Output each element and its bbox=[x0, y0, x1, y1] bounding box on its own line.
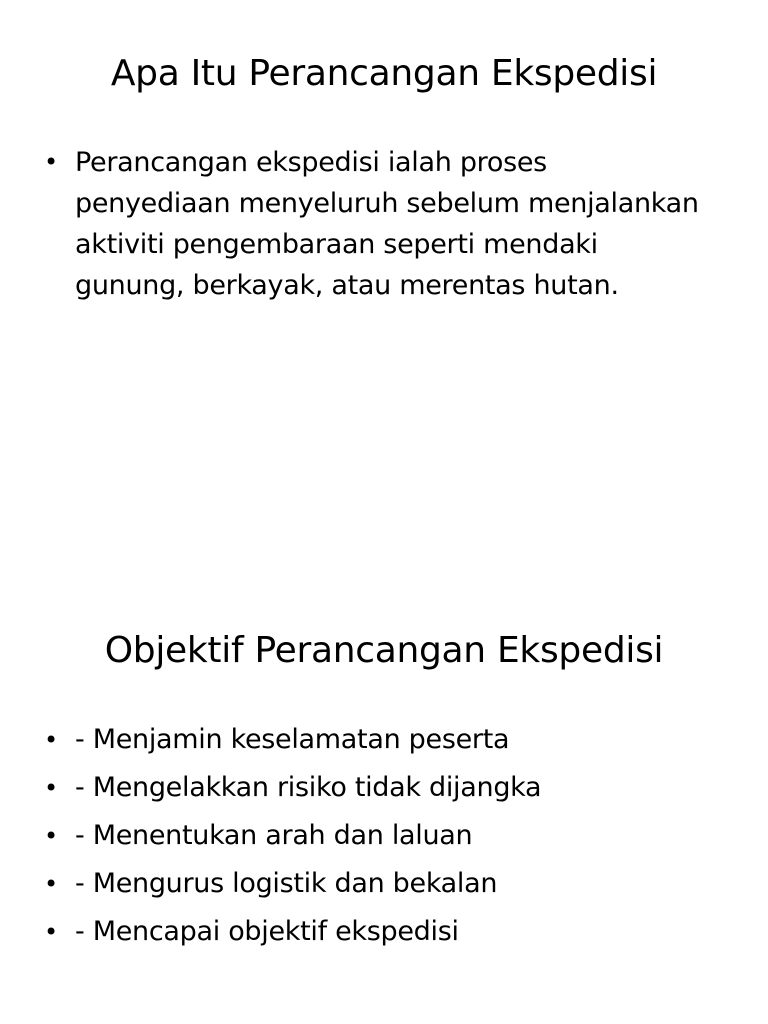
slide-title: Objektif Perancangan Ekspedisi bbox=[104, 630, 664, 671]
bullet-text: - Mengurus logistik dan bekalan bbox=[75, 868, 498, 899]
bullet-icon: • bbox=[44, 148, 58, 176]
bullet-item bbox=[44, 142, 704, 306]
bullet-icon: • bbox=[44, 870, 58, 898]
bullet-item bbox=[44, 716, 704, 764]
bullet-list bbox=[44, 716, 704, 956]
bullet-item bbox=[44, 908, 704, 956]
bullet-text: Perancangan ekspedisi ialah proses penyediaan menyeluruh sebelum menjalankan aktiviti pengembaraan seperti mendaki gunung, berkayak, atau merentas hutan. bbox=[75, 147, 699, 301]
bullet-text: - Mengelakkan risiko tidak dijangka bbox=[75, 772, 542, 803]
bullet-item bbox=[44, 764, 704, 812]
bullet-item bbox=[44, 812, 704, 860]
slide-title: Apa Itu Perancangan Ekspedisi bbox=[110, 53, 658, 94]
bullet-item bbox=[44, 860, 704, 908]
bullet-text: - Menjamin keselamatan peserta bbox=[75, 724, 510, 755]
slide-objectives bbox=[0, 512, 768, 1024]
bullet-icon: • bbox=[44, 726, 58, 754]
bullet-icon: • bbox=[44, 774, 58, 802]
bullet-list bbox=[44, 142, 704, 306]
bullet-text: - Menentukan arah dan laluan bbox=[75, 820, 473, 851]
bullet-icon: • bbox=[44, 918, 58, 946]
bullet-text: - Mencapai objektif ekspedisi bbox=[75, 916, 459, 947]
bullet-icon: • bbox=[44, 822, 58, 850]
